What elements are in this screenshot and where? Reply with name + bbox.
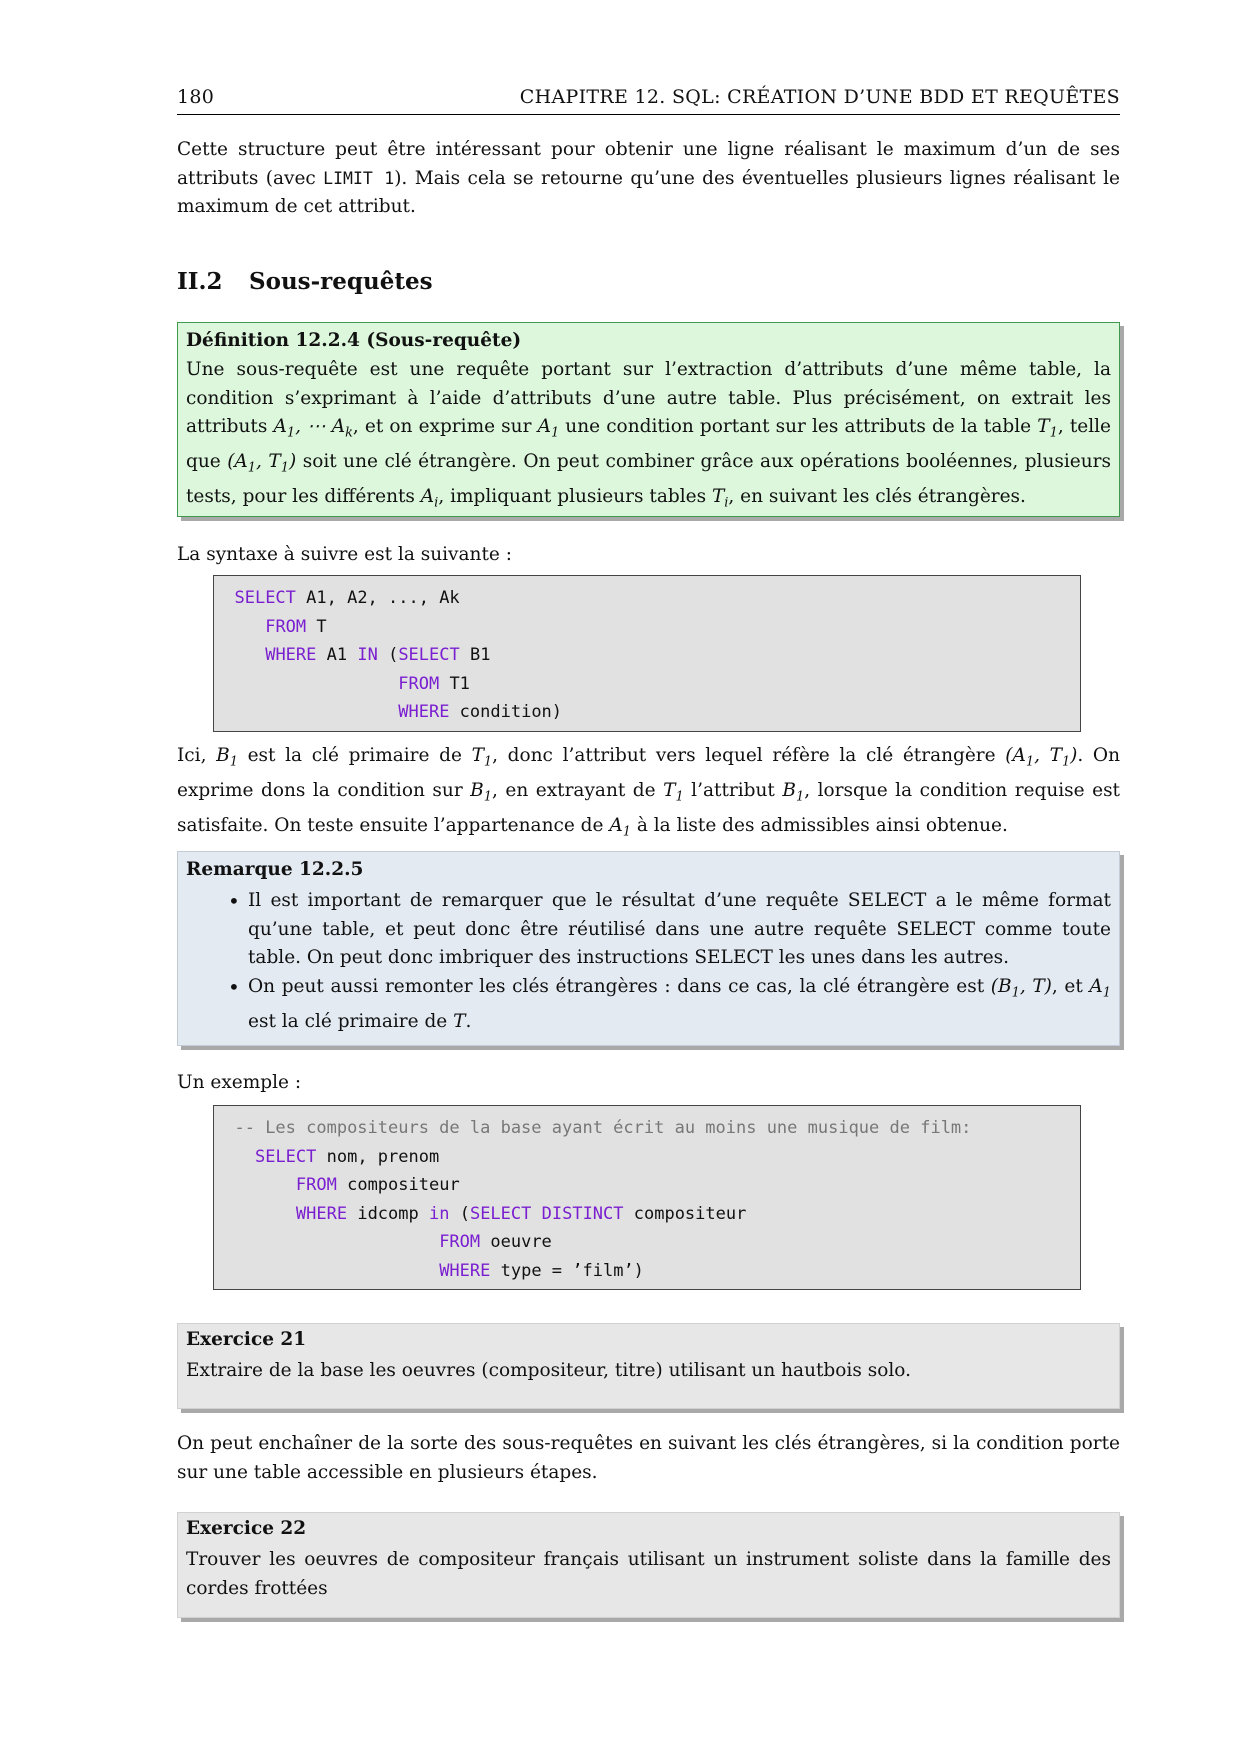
code-line: FROM oeuvre <box>439 1232 552 1252</box>
intro-paragraph: Cette structure peut être intéressant pour obtenir une ligne réalisant le maximum d’un de ses attributs (avec LIMIT 1). Mais cela se retourne qu’une des éventuelles plusieurs lignes réalisant le maximum de cet attribut. <box>177 139 1120 217</box>
exercise-box-22 <box>177 1512 1120 1618</box>
code-comment: -- Les compositeurs de la base ayant écrit au moins une musique de film: <box>234 1118 972 1138</box>
syntax-intro: La syntaxe à suivre est la suivante : <box>177 544 512 565</box>
code-line: SELECT nom, prenom <box>254 1146 440 1167</box>
list-item: • Il est important de remarquer que le résultat d’une requête SELECT a le même format qu’une table, et peut donc être réutilisé dans une autre requête SELECT comme toute table. On peut donc imbriquer des instructions SELECT les unes dans les autres. <box>248 887 1111 973</box>
definition-title: Définition 12.2.4 (Sous-requête) <box>186 330 522 351</box>
example-intro: Un exemple : <box>177 1072 302 1093</box>
code-block-example <box>213 1105 1081 1290</box>
section-heading <box>177 268 433 295</box>
exercise-body: Trouver les oeuvres de compositeur français utilisant un instrument soliste dans la famille des cordes frottées <box>186 1549 1111 1599</box>
page-number: 180 <box>177 86 215 108</box>
code-line: WHERE condition) <box>398 702 563 722</box>
explanation-paragraph: Ici, $B_1$ est la clé primaire de $T_1$, donc l’attribut vers lequel réfère la clé étrangère ($A_1$, $T_1$). On exprime dons la condition sur $B_1$, en extrayant de $T_1$ l’attribut $B_1$, lorsque la condition requise est satisfaite. On teste ensuite l’appartenance de $A_1$ à la liste des admissibles ainsi obtenue. <box>177 745 1120 841</box>
remark-list <box>186 887 1111 1036</box>
code-line: SELECT A1, A2, ..., Ak <box>234 588 460 608</box>
code-line <box>214 1114 1080 1143</box>
code-line: WHERE idcomp in (SELECT DISTINCT compositeur <box>295 1203 747 1224</box>
exercise-box-21 <box>177 1323 1120 1409</box>
definition-box <box>177 322 1120 517</box>
exercise-title: Exercice 22 <box>186 1518 307 1539</box>
exercise-title: Exercice 21 <box>186 1329 307 1350</box>
definition-body: Une sous-requête est une requête portant sur l’extraction d’attributs d’une même table, la condition s’exprimant à l’aide d’attributs d’une autre table. Plus précisément, on extrait les attributs $A_1$, ⋯ $A_k$, et on exprime sur $A_1$ une condition portant sur les attributs de la table $T_1$, telle que ($A_1$, $T_1$) soit une clé étrangère. On peut combiner grâce aux opérations booléennes, plusieurs tests, pour les différents $A_i$, impliquant plusieurs tables $T_i$, en suivant les clés étrangères. <box>186 359 1111 512</box>
inline-code: LIMIT 1 <box>323 168 395 188</box>
chapter-title: CHAPITRE 12. SQL: CRÉATION D’UNE BDD ET REQUÊTES <box>519 86 1120 108</box>
code-line: FROM T <box>265 616 327 637</box>
code-line: WHERE type = ’film’) <box>439 1260 644 1281</box>
section-title: Sous-requêtes <box>249 268 433 295</box>
list-item: • On peut aussi remonter les clés étrangères : dans ce cas, la clé étrangère est ($B_1$, T), et $A_1$ est la clé primaire de T. <box>248 973 1111 1037</box>
section-number: II.2 <box>177 268 223 295</box>
chain-paragraph: On peut enchaîner de la sorte des sous-requêtes en suivant les clés étrangères, si la condition porte sur une table accessible en plusieurs étapes. <box>177 1433 1120 1483</box>
remark-box <box>177 851 1120 1046</box>
remark-title: Remarque 12.2.5 <box>186 859 364 880</box>
exercise-body: Extraire de la base les oeuvres (compositeur, titre) utilisant un hautbois solo. <box>186 1360 911 1381</box>
code-block-syntax <box>213 575 1081 732</box>
running-header <box>177 86 1120 115</box>
code-line: WHERE A1 IN (SELECT B1 <box>265 645 491 665</box>
code-line: FROM T1 <box>398 673 470 694</box>
code-line: FROM compositeur <box>295 1175 460 1195</box>
